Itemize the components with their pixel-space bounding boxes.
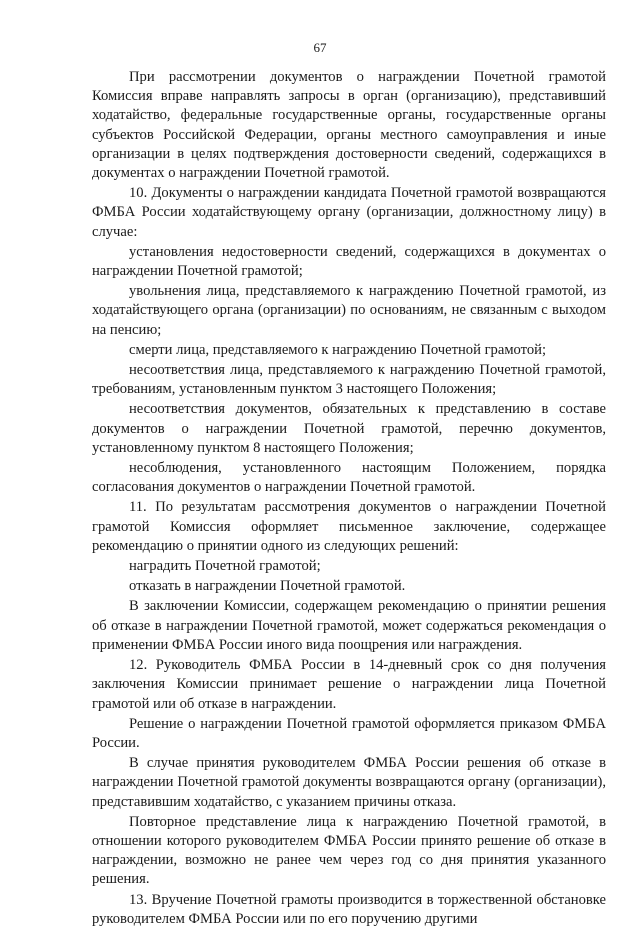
paragraph-refusal-return: В случае принятия руководителем ФМБА России решения об отказе в награждении Почетной грамотой документы возвращаются органу (организации), представившим ходатайство, с указанием причины отказа. xyxy=(92,755,606,810)
list-item-refuse: отказать в награждении Почетной грамотой. xyxy=(129,578,406,595)
paragraph-11-commission-conclusion: 11. По результатам рассмотрения документов о награждении Почетной грамотой Комиссия оформляет письменное заключение, содержащее рекомендацию о принятии одного из следующих решений: xyxy=(92,499,606,554)
paragraph-13-presentation: 13. Вручение Почетной грамоты производится в торжественной обстановке руководителем ФМБА России или по его поручению другими xyxy=(92,891,606,927)
list-item-award: наградить Почетной грамотой; xyxy=(129,558,321,575)
list-item-death: смерти лица, представляемого к награждению Почетной грамотой; xyxy=(129,341,547,358)
list-item-documents-mismatch: несоответствия документов, обязательных к представлению в составе документов о награждении Почетной грамотой, перечню документов, установленному пунктом 8 настоящего Положения; xyxy=(92,401,606,456)
paragraph-10-documents-returned: 10. Документы о награждении кандидата Почетной грамотой возвращаются ФМБА России ходатайствующему органу (организации, должностному лицу) в случае: xyxy=(92,185,606,240)
list-item-person-mismatch: несоответствия лица, представляемого к награждению Почетной грамотой, требованиям, установленным пунктом 3 настоящего Положения; xyxy=(92,362,606,398)
paragraph-12-head-decision: 12. Руководитель ФМБА России в 14-дневный срок со дня получения заключения Комиссии принимает решение о награждении лица Почетной грамотой или об отказе в награждении. xyxy=(92,657,606,712)
paragraph-decision-order: Решение о награждении Почетной грамотой оформляется приказом ФМБА России. xyxy=(92,715,606,751)
document-body xyxy=(92,68,606,929)
paragraph-alternative-recommendation: В заключении Комиссии, содержащем рекомендацию о принятии решения об отказе в награждении Почетной грамотой, может содержаться рекомендация о применении ФМБА России иного вида поощрения или награждения. xyxy=(92,598,606,653)
paragraph-commission-requests: При рассмотрении документов о награждении Почетной грамотой Комиссия вправе направлять запросы в орган (организацию), представивший ходатайство, федеральные государственные органы, государственные органы субъектов Российской Федерации, органы местного самоуправления и иные организации в целях подтверждения достоверности сведений, содержащихся в документах о награждении Почетной грамотой. xyxy=(92,69,606,182)
paragraph-repeated-submission: Повторное представление лица к награждению Почетной грамотой, в отношении которого руководителем ФМБА России принято решение об отказе в награждении, возможно не ранее чем через год со дня принятия указанного решения. xyxy=(92,813,606,888)
page-number: 67 xyxy=(313,40,327,55)
list-item-dismissal: увольнения лица, представляемого к награждению Почетной грамотой, из ходатайствующего органа (организации) по основаниям, не связанным с выходом на пенсию; xyxy=(92,283,606,338)
list-item-procedure-violation: несоблюдения, установленного настоящим Положением, порядка согласования документов о награждении Почетной грамотой. xyxy=(92,460,606,496)
list-item-unreliable-info: установления недостоверности сведений, содержащихся в документах о награждении Почетной грамотой; xyxy=(92,243,606,280)
